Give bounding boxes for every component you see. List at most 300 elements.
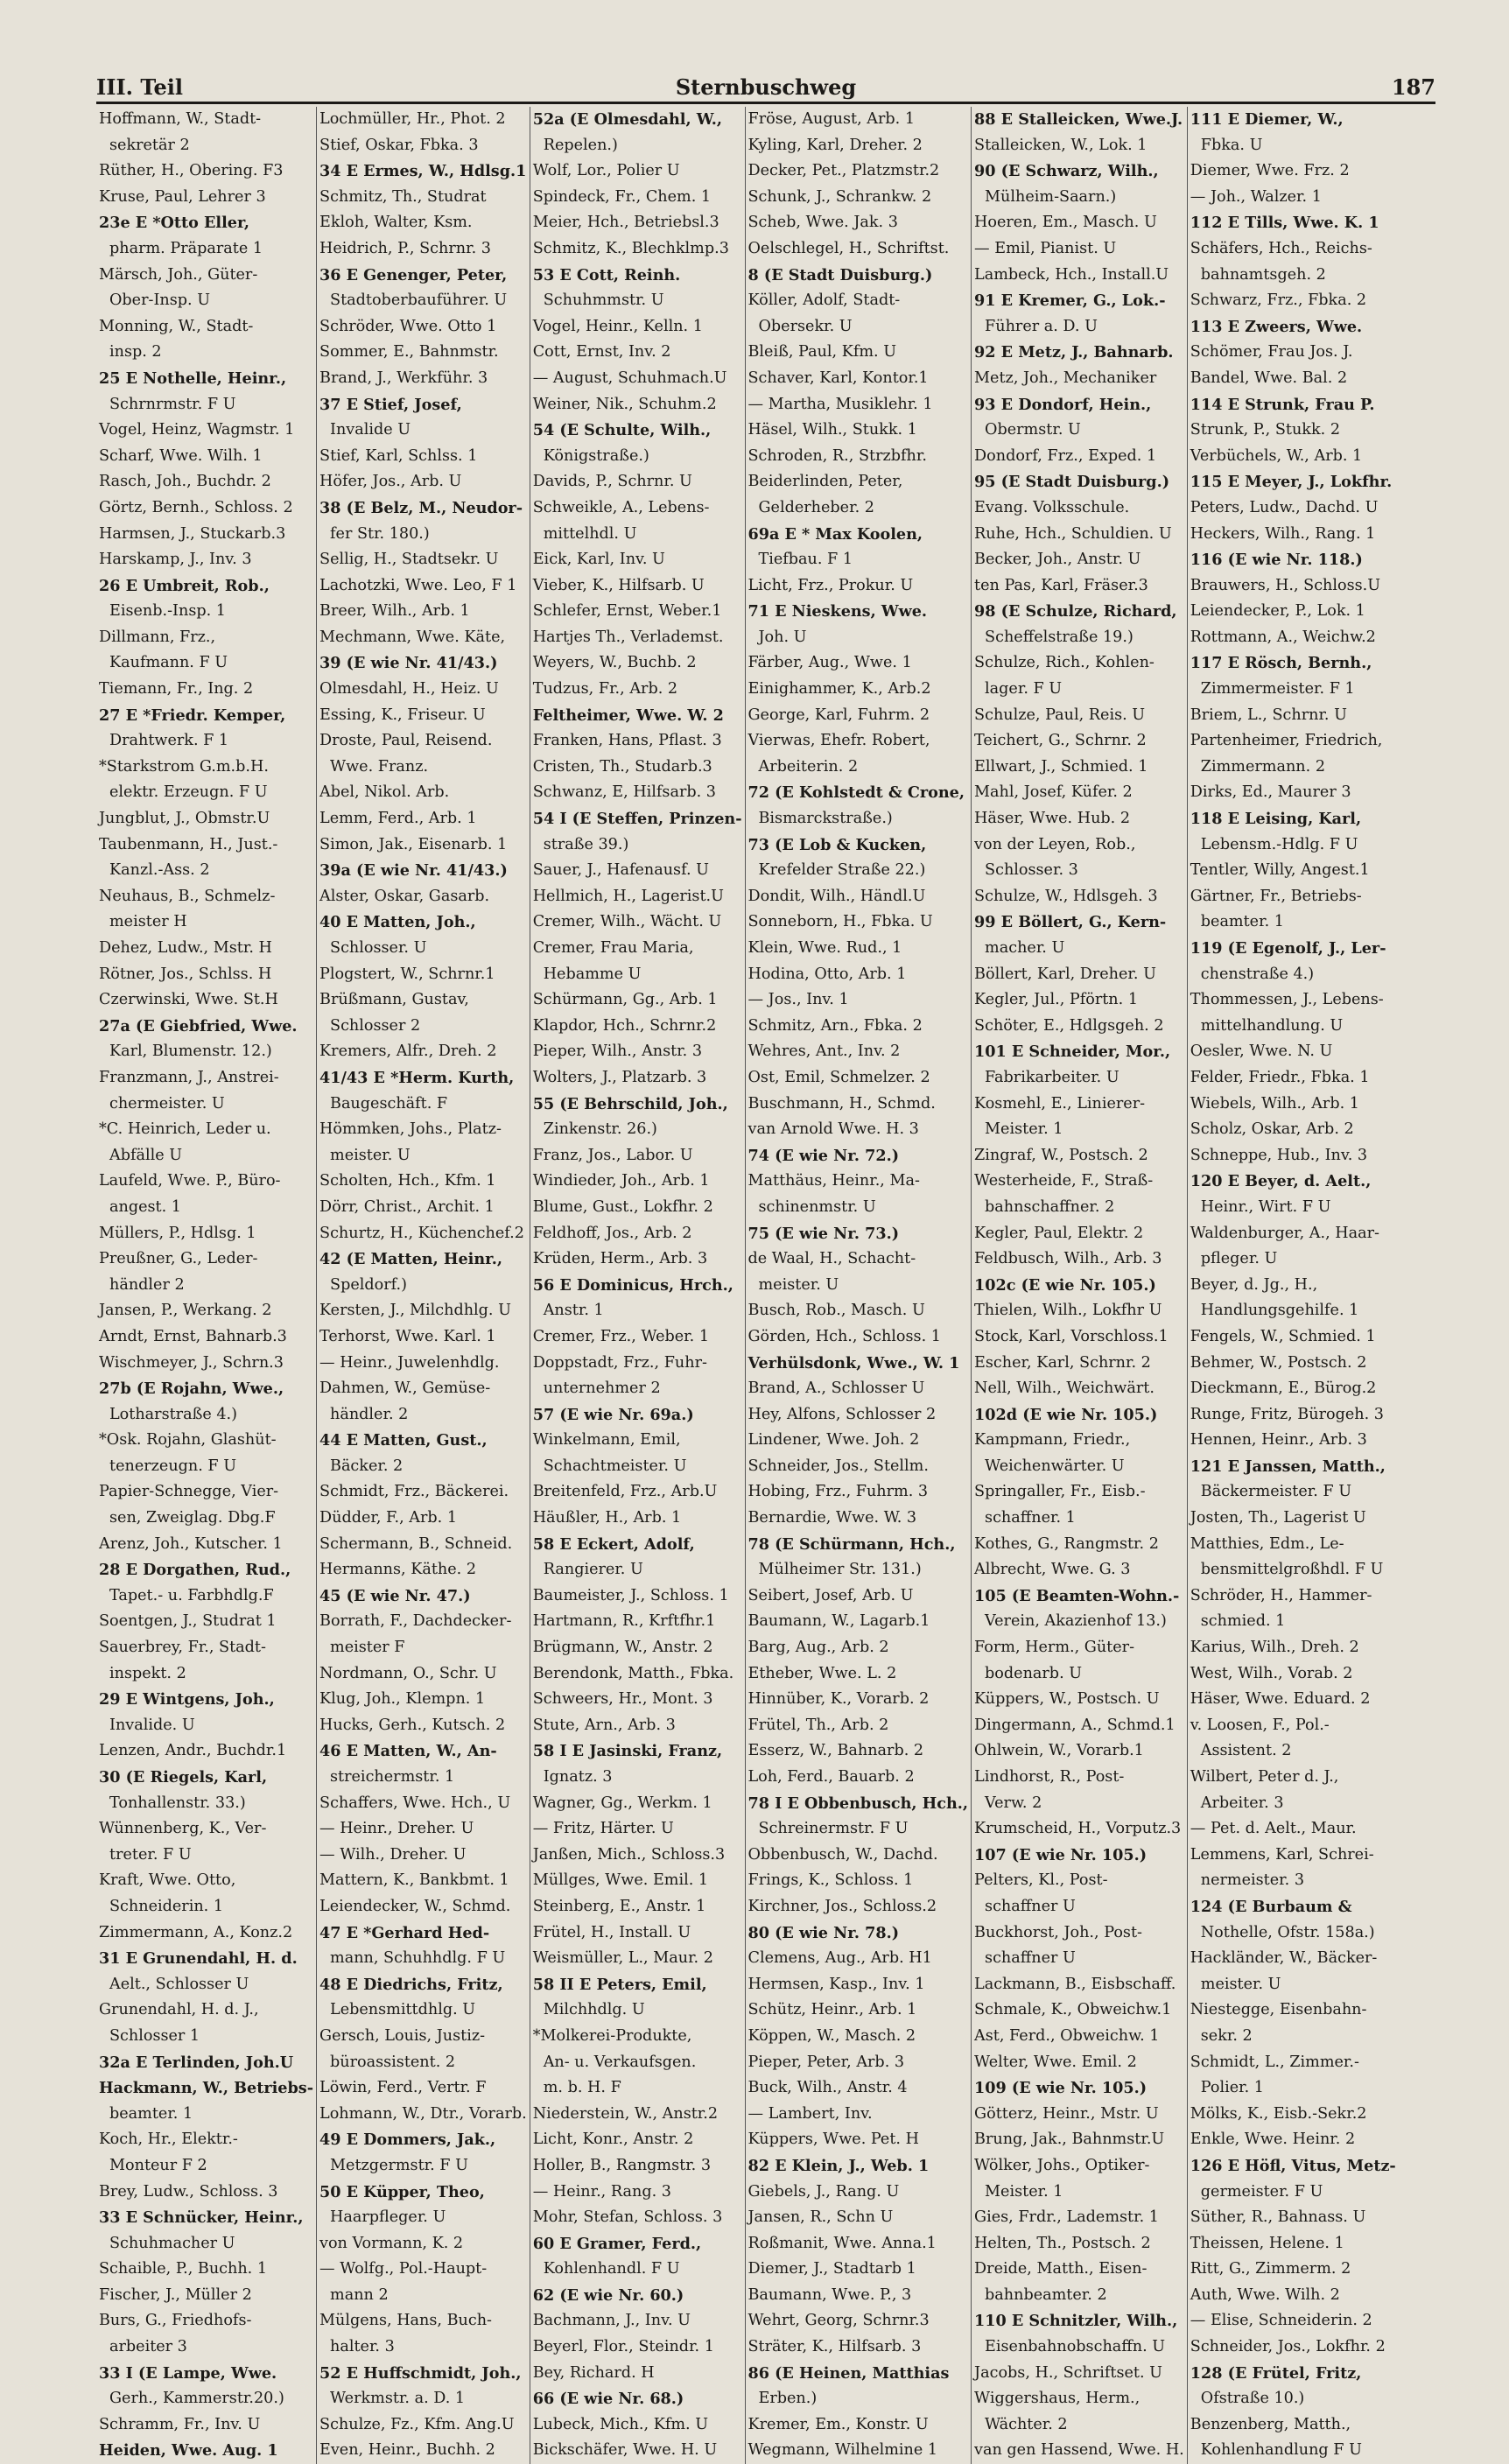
resident-entry: nermeister. 3 — [1200, 1871, 1305, 1890]
house-number-entry: 26 E Umbreit, Rob., — [99, 576, 270, 595]
resident-entry: Dondit, Wilh., Händl.U — [747, 887, 926, 905]
resident-entry: Brand, J., Werkführ. 3 — [319, 369, 488, 387]
resident-entry: Schermann, B., Schneid. — [319, 1534, 513, 1553]
resident-entry: Ruhe, Hch., Schuldien. U — [974, 524, 1172, 543]
resident-entry: Spindeck, Fr., Chem. 1 — [532, 187, 712, 206]
house-number-entry: 66 (E wie Nr. 68.) — [532, 2390, 684, 2409]
resident-entry: Gies, Frdr., Lademstr. 1 — [974, 2208, 1159, 2227]
resident-entry: Stute, Arn., Arb. 3 — [532, 1716, 676, 1734]
resident-entry: Lebensmittdhlg. U — [330, 2001, 476, 2019]
resident-entry: Polier. 1 — [1200, 2079, 1265, 2097]
resident-entry: — Martha, Musiklehr. 1 — [747, 395, 933, 413]
resident-entry: Frütel, H., Install. U — [532, 1923, 691, 1941]
house-number-entry: 91 E Kremer, G., Lok.- — [974, 291, 1166, 311]
street-name-title: Sternbuschweg — [675, 74, 857, 100]
resident-entry: Schmidt, L., Zimmer.- — [1190, 2053, 1359, 2071]
resident-entry: Dörr, Christ., Archit. 1 — [319, 1197, 495, 1216]
house-number-entry: 109 (E wie Nr. 105.) — [974, 2079, 1148, 2098]
resident-entry: Kohlenhandl. F U — [543, 2260, 680, 2278]
resident-entry: Kirchner, Jos., Schloss.2 — [747, 1897, 937, 1915]
resident-entry: Mölks, K., Eisb.-Sekr.2 — [1190, 2104, 1367, 2123]
resident-entry: Thommessen, J., Lebens- — [1190, 991, 1384, 1009]
resident-entry: Esserz, W., Bahnarb. 2 — [747, 1742, 924, 1760]
resident-entry: Alster, Oskar, Gasarb. — [319, 887, 490, 905]
resident-entry: Müllges, Wwe. Emil. 1 — [532, 1871, 709, 1890]
resident-entry: Fbka. U — [1200, 136, 1263, 154]
resident-entry: Obermstr. U — [985, 421, 1081, 439]
house-number-entry: 41/43 E *Herm. Kurth, — [319, 1068, 515, 1087]
resident-entry: Borrath, F., Dachdecker- — [319, 1612, 512, 1631]
resident-entry: germeister. F U — [1200, 2182, 1323, 2201]
house-number-entry: 113 E Zweers, Wwe. — [1190, 317, 1363, 336]
resident-entry: Metzgermstr. F U — [330, 2156, 468, 2174]
resident-entry: Schaible, P., Buchh. 1 — [99, 2260, 268, 2278]
resident-entry: Essing, K., Friseur. U — [319, 706, 486, 724]
resident-entry: Licht, Frz., Prokur. U — [747, 576, 914, 594]
house-number-entry: 52a (E Olmesdahl, W., — [532, 110, 723, 129]
resident-entry: Schlosser. 3 — [985, 861, 1078, 880]
directory-column — [96, 107, 317, 2464]
house-number-entry: 69a E * Max Koolen, — [747, 524, 923, 544]
resident-entry: Doppstadt, Frz., Fuhr- — [532, 1353, 707, 1372]
resident-entry: Lotharstraße 4.) — [109, 1405, 237, 1423]
directory-column — [746, 107, 972, 2464]
resident-entry: Küppers, Wwe. Pet. H — [747, 2131, 919, 2149]
house-number-entry: 114 E Strunk, Frau P. — [1190, 395, 1375, 414]
resident-entry: Arndt, Ernst, Bahnarb.3 — [99, 1327, 287, 1345]
house-number-entry: 27b (E Rojahn, Wwe., — [99, 1379, 284, 1399]
resident-entry: Steinberg, E., Anstr. 1 — [532, 1897, 706, 1915]
resident-entry: beamter. 1 — [1200, 913, 1284, 931]
house-number-entry: 72 (E Kohlstedt & Crone, — [747, 783, 965, 803]
resident-entry: Seibert, Josef, Arb. U — [747, 1586, 914, 1604]
resident-entry: Häser, Wwe. Hub. 2 — [974, 810, 1131, 828]
resident-entry: Windieder, Joh., Arb. 1 — [532, 1172, 710, 1190]
resident-entry: Einighammer, K., Arb.2 — [747, 680, 931, 698]
resident-entry: mann, Schuhhdlg. F U — [330, 1949, 506, 1968]
resident-entry: Busch, Rob., Masch. U — [747, 1302, 925, 1320]
house-number-entry: 30 (E Riegels, Karl, — [99, 1768, 268, 1787]
resident-entry: treter. F U — [109, 1845, 192, 1864]
resident-entry: Mahl, Josef, Küfer. 2 — [974, 783, 1133, 802]
resident-entry: Krüden, Herm., Arb. 3 — [532, 1250, 708, 1268]
resident-entry: Auth, Wwe. Wilh. 2 — [1190, 2285, 1340, 2304]
resident-entry: Diemer, Wwe. Frz. 2 — [1190, 162, 1350, 180]
resident-entry: Lohmann, W., Dtr., Vorarb. — [319, 2104, 527, 2123]
house-number-entry: 28 E Dorgathen, Rud., — [99, 1561, 291, 1580]
resident-entry: Etheber, Wwe. L. 2 — [747, 1664, 897, 1682]
resident-entry: Jansen, R., Schn U — [747, 2208, 894, 2227]
resident-entry: Sauer, J., Hafenausf. U — [532, 861, 709, 880]
resident-entry: Niestegge, Eisenbahn- — [1190, 2001, 1367, 2019]
resident-entry: Lubeck, Mich., Kfm. U — [532, 2415, 709, 2433]
resident-entry: Haarpfleger. U — [330, 2208, 446, 2227]
resident-entry: van Arnold Wwe. H. 3 — [747, 1120, 919, 1139]
resident-entry: Bandel, Wwe. Bal. 2 — [1190, 369, 1348, 387]
resident-entry: Abel, Nikol. Arb. — [319, 783, 450, 802]
house-number-entry: 111 E Diemer, W., — [1190, 110, 1344, 129]
resident-entry: Ekloh, Walter, Ksm. — [319, 214, 473, 232]
house-number-entry: 90 (E Schwarz, Wilh., — [974, 162, 1159, 181]
resident-entry: Welter, Wwe. Emil. 2 — [974, 2053, 1137, 2071]
resident-entry: Baugeschäft. F — [330, 1094, 448, 1113]
directory-columns — [96, 107, 1437, 2460]
resident-entry: von Vormann, K. 2 — [319, 2234, 464, 2252]
house-number-entry: 75 (E wie Nr. 73.) — [747, 1224, 900, 1243]
resident-entry: Niederstein, W., Anstr.2 — [532, 2104, 719, 2123]
resident-entry: Runge, Fritz, Bürogeh. 3 — [1190, 1405, 1384, 1423]
resident-entry: Hoeren, Em., Masch. U — [974, 214, 1157, 232]
resident-entry: Harmsen, J., Stuckarb.3 — [99, 524, 286, 543]
resident-entry: Wwe. Franz. — [330, 757, 429, 776]
resident-entry: Brung, Jak., Bahnmstr.U — [974, 2131, 1165, 2149]
resident-entry: Helten, Th., Postsch. 2 — [974, 2234, 1151, 2252]
house-number-entry: 8 (E Stadt Duisburg.) — [747, 265, 933, 284]
resident-entry: Lenzen, Andr., Buchdr.1 — [99, 1742, 287, 1760]
resident-entry: Görtz, Bernh., Schloss. 2 — [99, 498, 293, 516]
resident-entry: *Osk. Rojahn, Glashüt- — [99, 1431, 277, 1450]
resident-entry: Müllers, P., Hdlsg. 1 — [99, 1224, 256, 1242]
resident-entry: Scholz, Oskar, Arb. 2 — [1190, 1120, 1354, 1139]
resident-entry: meister F — [330, 1639, 405, 1657]
resident-entry: Dirks, Ed., Maurer 3 — [1190, 783, 1351, 802]
resident-entry: insp. 2 — [109, 343, 162, 362]
resident-entry: Wehrt, Georg, Schrnr.3 — [747, 2312, 930, 2330]
resident-entry: Häser, Wwe. Eduard. 2 — [1190, 1690, 1371, 1709]
resident-entry: Pelters, Kl., Post- — [974, 1871, 1108, 1890]
resident-entry: Tiefbau. F 1 — [758, 551, 853, 569]
resident-entry: Mülgens, Hans, Buch- — [319, 2312, 492, 2330]
house-number-entry: 58 E Eckert, Adolf, — [532, 1534, 695, 1554]
resident-entry: Hebamme U — [543, 965, 642, 983]
house-number-entry: 74 (E wie Nr. 72.) — [747, 1146, 900, 1165]
resident-entry: *Molkerei-Produkte, — [532, 2026, 692, 2045]
resident-entry: Küppers, W., Postsch. U — [974, 1690, 1160, 1709]
house-number-entry: 58 I E Jasinski, Franz, — [532, 1742, 723, 1761]
resident-entry: Diemer, J., Stadtarb 1 — [747, 2260, 916, 2278]
resident-entry: Gerh., Kammerstr.20.) — [109, 2390, 284, 2408]
house-number-entry: 128 (E Frütel, Fritz, — [1190, 2363, 1362, 2383]
resident-entry: Eick, Karl, Inv. U — [532, 551, 665, 569]
resident-entry: Partenheimer, Friedrich, — [1190, 732, 1383, 750]
resident-entry: bensmittelgroßhdl. F U — [1200, 1561, 1384, 1579]
resident-entry: Hermsen, Kasp., Inv. 1 — [747, 1975, 925, 1993]
resident-entry: Holler, B., Rangmstr. 3 — [532, 2156, 712, 2174]
resident-entry: Kremer, Em., Konstr. U — [747, 2415, 929, 2433]
resident-entry: schaffner U — [985, 1949, 1076, 1968]
house-number-entry: 92 E Metz, J., Bahnarb. — [974, 343, 1174, 362]
resident-entry: Harskamp, J., Inv. 3 — [99, 551, 252, 569]
house-number-entry: 39 (E wie Nr. 41/43.) — [319, 654, 498, 673]
resident-entry: Lindhorst, R., Post- — [974, 1768, 1125, 1786]
resident-entry: Oesler, Wwe. N. U — [1190, 1042, 1333, 1061]
resident-entry: Dillmann, Frz., — [99, 628, 216, 646]
resident-entry: Lindener, Wwe. Joh. 2 — [747, 1431, 920, 1450]
house-number-entry: 93 E Dondorf, Hein., — [974, 395, 1152, 414]
house-number-entry: 78 I E Obbenbusch, Hch., — [747, 1794, 969, 1813]
resident-entry: Barg, Aug., Arb. 2 — [747, 1639, 889, 1657]
resident-entry: chermeister. U — [109, 1094, 225, 1113]
resident-entry: Kyling, Karl, Dreher. 2 — [747, 136, 923, 154]
house-number-entry: 53 E Cott, Reinh. — [532, 265, 681, 284]
resident-entry: Milchhdlg. U — [543, 2001, 645, 2019]
house-number-entry: 118 E Leising, Karl, — [1190, 810, 1362, 829]
resident-entry: bahnamtsgeh. 2 — [1200, 265, 1326, 284]
resident-entry: Peters, Ludw., Dachd. U — [1190, 498, 1379, 516]
resident-entry: Lambeck, Hch., Install.U — [974, 265, 1169, 284]
resident-entry: Enkle, Wwe. Heinr. 2 — [1190, 2131, 1356, 2149]
resident-entry: Löwin, Ferd., Vertr. F — [319, 2079, 487, 2097]
resident-entry: Vogel, Heinr., Kelln. 1 — [532, 317, 703, 335]
resident-entry: Franken, Hans, Pflast. 3 — [532, 732, 722, 750]
resident-entry: Schwanz, E, Hilfsarb. 3 — [532, 783, 716, 802]
house-number-entry: 80 (E wie Nr. 78.) — [747, 1923, 900, 1942]
resident-entry: Schachtmeister. U — [543, 1457, 687, 1475]
house-number-entry: 23e E *Otto Eller, — [99, 214, 250, 233]
resident-entry: Wolf, Lor., Polier U — [532, 162, 680, 180]
resident-entry: Wischmeyer, J., Schrn.3 — [99, 1353, 284, 1372]
resident-entry: Brügmann, W., Anstr. 2 — [532, 1639, 713, 1657]
resident-entry: Davids, P., Schrnr. U — [532, 473, 692, 491]
resident-entry: Schaver, Karl, Kontor.1 — [747, 369, 929, 387]
house-number-entry: 27 E *Friedr. Kemper, — [99, 706, 286, 725]
resident-entry: Stock, Karl, Vorschloss.1 — [974, 1327, 1169, 1345]
resident-entry: — Fritz, Härter. U — [532, 1820, 674, 1838]
resident-entry: bahnbeamter. 2 — [985, 2285, 1107, 2304]
resident-entry: Obersekr. U — [758, 317, 853, 335]
resident-entry: Droste, Paul, Reisend. — [319, 732, 493, 750]
resident-entry: Sommer, E., Bahnmstr. — [319, 343, 499, 362]
resident-entry: Speldorf.) — [330, 1275, 407, 1294]
resident-entry: fer Str. 180.) — [330, 524, 430, 543]
resident-entry: Scheb, Wwe. Jak. 3 — [747, 214, 898, 232]
house-number-entry: 34 E Ermes, W., Hdlsg.1 — [319, 162, 527, 181]
resident-entry: Schmitz, K., Blechklmp.3 — [532, 239, 729, 257]
resident-entry: Metz, Joh., Mechaniker — [974, 369, 1157, 387]
resident-entry: inspekt. 2 — [109, 1664, 186, 1682]
resident-entry: Dahmen, W., Gemüse- — [319, 1379, 491, 1398]
resident-entry: — Joh., Walzer. 1 — [1190, 187, 1322, 206]
resident-entry: Matthäus, Heinr., Ma- — [747, 1172, 920, 1190]
house-number-entry: 102c (E wie Nr. 105.) — [974, 1275, 1156, 1295]
resident-entry: mittelhandlung. U — [1200, 1016, 1344, 1035]
house-number-entry: 60 E Gramer, Ferd., — [532, 2234, 702, 2253]
resident-entry: Baumeister, J., Schloss. 1 — [532, 1586, 729, 1604]
resident-entry: — Wilh., Dreher. U — [319, 1845, 467, 1864]
resident-entry: chenstraße 4.) — [1200, 965, 1315, 983]
resident-entry: Verw. 2 — [985, 1794, 1042, 1812]
resident-entry: Klein, Wwe. Rud., 1 — [747, 939, 902, 957]
house-number-entry: 38 (E Belz, M., Neudor- — [319, 498, 523, 517]
resident-entry: Düdder, F., Arb. 1 — [319, 1509, 458, 1527]
resident-entry: Schneider, Jos., Lokfhr. 2 — [1190, 2338, 1386, 2356]
resident-entry: Mülheimer Str. 131.) — [758, 1561, 922, 1579]
resident-entry: Hackländer, W., Bäcker- — [1190, 1949, 1378, 1968]
house-number-entry: 27a (E Giebfried, Wwe. — [99, 1016, 298, 1035]
resident-entry: Wagner, Gg., Werkm. 1 — [532, 1794, 712, 1812]
resident-entry: Klapdor, Hch., Schrnr.2 — [532, 1016, 717, 1035]
resident-entry: Cristen, Th., Studarb.3 — [532, 757, 712, 776]
resident-entry: Beyerl, Flor., Steindr. 1 — [532, 2338, 714, 2356]
resident-entry: sen, Zweiglag. Dbg.F — [109, 1509, 276, 1527]
resident-entry: Höfer, Jos., Arb. U — [319, 473, 462, 491]
house-number-entry: 45 (E wie Nr. 47.) — [319, 1586, 471, 1605]
resident-entry: Form, Herm., Güter- — [974, 1639, 1135, 1657]
resident-entry: Even, Heinr., Buchh. 2 — [319, 2441, 495, 2460]
resident-entry: Schlosser. U — [330, 939, 427, 957]
resident-entry: Cott, Ernst, Inv. 2 — [532, 343, 671, 362]
resident-entry: Schröder, H., Hammer- — [1190, 1586, 1372, 1604]
resident-entry: Hoffmann, W., Stadt- — [99, 110, 262, 128]
resident-entry: Schuhmmstr. U — [543, 291, 664, 310]
house-number-entry: Verhülsdonk, Wwe., W. 1 — [747, 1353, 960, 1372]
resident-entry: Schlosser 2 — [330, 1016, 421, 1035]
resident-entry: Schürmann, Gg., Arb. 1 — [532, 991, 718, 1009]
resident-entry: Schömer, Frau Jos. J. — [1190, 343, 1353, 362]
resident-entry: Görden, Hch., Schloss. 1 — [747, 1327, 941, 1345]
house-number-entry: 120 E Beyer, d. Aelt., — [1190, 1172, 1372, 1191]
resident-entry: Schulze, W., Hdlsgeh. 3 — [974, 887, 1158, 905]
resident-entry: Lachotzki, Wwe. Leo, F 1 — [319, 576, 517, 594]
house-number-entry: 73 (E Lob & Kucken, — [747, 835, 927, 854]
resident-entry: Färber, Aug., Wwe. 1 — [747, 654, 912, 672]
resident-entry: Heckers, Wilh., Rang. 1 — [1190, 524, 1376, 543]
resident-entry: Kampmann, Friedr., — [974, 1431, 1131, 1450]
resident-entry: Mechmann, Wwe. Käte, — [319, 628, 506, 646]
resident-entry: Heinr., Wirt. F U — [1200, 1197, 1331, 1216]
resident-entry: Fengels, W., Schmied. 1 — [1190, 1327, 1376, 1345]
resident-entry: Tapet.- u. Farbhdlg.F — [109, 1586, 274, 1604]
resident-entry: Lemm, Ferd., Arb. 1 — [319, 810, 477, 828]
resident-entry: Jungblut, J., Obmstr.U — [99, 810, 270, 828]
resident-entry: Schöter, E., Hdlgsgeh. 2 — [974, 1016, 1164, 1035]
resident-entry: Invalide U — [330, 421, 411, 439]
resident-entry: van gen Hassend, Wwe. H. — [974, 2441, 1184, 2460]
resident-entry: Buck, Wilh., Anstr. 4 — [747, 2079, 908, 2097]
resident-entry: Roßmanit, Wwe. Anna.1 — [747, 2234, 937, 2252]
resident-entry: Teichert, G., Schrnr. 2 — [974, 732, 1147, 750]
resident-entry: Ritt, G., Zimmerm. 2 — [1190, 2260, 1351, 2278]
house-number-entry: 57 (E wie Nr. 69a.) — [532, 1405, 694, 1424]
resident-entry: Weichenwärter. U — [985, 1457, 1125, 1475]
resident-entry: Invalide. U — [109, 1716, 195, 1734]
resident-entry: Rüther, H., Obering. F3 — [99, 162, 284, 180]
resident-entry: Schulze, Fz., Kfm. Ang.U — [319, 2415, 515, 2433]
resident-entry: meister H — [109, 913, 187, 931]
resident-entry: Gersch, Louis, Justiz- — [319, 2026, 486, 2045]
house-number-entry: 121 E Janssen, Matth., — [1190, 1457, 1386, 1476]
house-number-entry: 55 (E Behrschild, Joh., — [532, 1094, 728, 1113]
resident-entry: Licht, Konr., Anstr. 2 — [532, 2131, 694, 2149]
resident-entry: Dieckmann, E., Bürog.2 — [1190, 1379, 1377, 1398]
resident-entry: mann 2 — [330, 2285, 389, 2304]
resident-entry: Krefelder Straße 22.) — [758, 861, 926, 880]
resident-entry: — Jos., Inv. 1 — [747, 991, 849, 1009]
resident-entry: Fabrikarbeiter. U — [985, 1068, 1119, 1086]
resident-entry: Königstraße.) — [543, 446, 649, 465]
resident-entry: Ost, Emil, Schmelzer. 2 — [747, 1068, 930, 1086]
resident-entry: Repelen.) — [543, 136, 618, 154]
resident-entry: Joh. U — [758, 628, 807, 646]
resident-entry: Schröder, Wwe. Otto 1 — [319, 317, 497, 335]
house-number-entry: 119 (E Egenolf, J., Ler- — [1190, 939, 1386, 958]
resident-entry: Escher, Karl, Schrnr. 2 — [974, 1353, 1151, 1372]
resident-entry: — Wolfg., Pol.-Haupt- — [319, 2260, 488, 2278]
resident-entry: Ofstraße 10.) — [1200, 2390, 1305, 2408]
resident-entry: de Waal, H., Schacht- — [747, 1250, 916, 1268]
house-number-entry: 39a (E wie Nr. 41/43.) — [319, 861, 508, 881]
resident-entry: Eisenbahnobschaffn. U — [985, 2338, 1166, 2356]
resident-entry: Cremer, Frz., Weber. 1 — [532, 1327, 710, 1345]
resident-entry: Vierwas, Ehefr. Robert, — [747, 732, 930, 750]
house-number-entry: 37 E Stief, Josef, — [319, 395, 462, 414]
resident-entry: Wünnenberg, K., Ver- — [99, 1820, 267, 1838]
resident-entry: Franzmann, J., Anstrei- — [99, 1068, 279, 1086]
house-number-entry: 105 (E Beamten-Wohn.- — [974, 1586, 1180, 1605]
resident-entry: Beyer, d. Jg., H., — [1190, 1275, 1318, 1294]
resident-entry: George, Karl, Fuhrm. 2 — [747, 706, 930, 724]
resident-entry: Böllert, Karl, Dreher. U — [974, 965, 1156, 983]
resident-entry: Cremer, Frau Maria, — [532, 939, 694, 957]
resident-entry: Nordmann, O., Schr. U — [319, 1664, 497, 1682]
resident-entry: Wehres, Ant., Inv. 2 — [747, 1042, 901, 1061]
resident-entry: Josten, Th., Lagerist U — [1190, 1509, 1366, 1527]
resident-entry: Schmitz, Arn., Fbka. 2 — [747, 1016, 923, 1035]
resident-entry: Springaller, Fr., Eisb.- — [974, 1483, 1146, 1501]
resident-entry: Preußner, G., Leder- — [99, 1250, 258, 1268]
resident-entry: — Heinr., Juwelenhdlg. — [319, 1353, 500, 1372]
resident-entry: Taubenmann, H., Just.- — [99, 835, 278, 853]
house-number-entry: 50 E Küpper, Theo, — [319, 2182, 485, 2201]
house-number-entry: 52 E Huffschmidt, Joh., — [319, 2363, 522, 2383]
house-number-entry: 86 (E Heinen, Matthias — [747, 2363, 950, 2383]
resident-entry: Feldbusch, Wilh., Arb. 3 — [974, 1250, 1162, 1268]
resident-entry: angest. 1 — [109, 1197, 181, 1216]
house-number-entry: 117 E Rösch, Bernh., — [1190, 654, 1372, 673]
resident-entry: Scholten, Hch., Kfm. 1 — [319, 1172, 496, 1190]
resident-entry: Zimmermann. 2 — [1200, 757, 1326, 776]
resident-entry: Schunk, J., Schrankw. 2 — [747, 187, 932, 206]
resident-entry: Sauerbrey, Fr., Stadt- — [99, 1639, 266, 1657]
resident-entry: beamter. 1 — [109, 2104, 193, 2123]
resident-entry: Meister. 1 — [985, 1120, 1063, 1139]
resident-entry: Soentgen, J., Studrat 1 — [99, 1612, 277, 1631]
resident-entry: Burs, G., Friedhofs- — [99, 2312, 252, 2330]
resident-entry: Terhorst, Wwe. Karl. 1 — [319, 1327, 496, 1345]
resident-entry: Schurtz, H., Küchenchef.2 — [319, 1224, 524, 1242]
house-number-entry: 46 E Matten, W., An- — [319, 1742, 497, 1761]
house-number-entry: 58 II E Peters, Emil, — [532, 1975, 707, 1994]
resident-entry: Brand, A., Schlosser U — [747, 1379, 925, 1398]
resident-entry: m. b. H. F — [543, 2079, 621, 2097]
house-number-entry: Feltheimer, Wwe. W. 2 — [532, 706, 724, 725]
resident-entry: *C. Heinrich, Leder u. — [99, 1120, 271, 1139]
resident-entry: Tonhallenstr. 33.) — [109, 1794, 246, 1812]
resident-entry: Rasch, Joh., Buchdr. 2 — [99, 473, 271, 491]
resident-entry: Schneider, Jos., Stellm. — [747, 1457, 929, 1475]
resident-entry: Kruse, Paul, Lehrer 3 — [99, 187, 266, 206]
resident-entry: Oelschlegel, H., Schriftst. — [747, 239, 950, 257]
resident-entry: Arenz, Joh., Kutscher. 1 — [99, 1534, 283, 1553]
resident-entry: Nothelle, Ofstr. 158a.) — [1200, 1923, 1375, 1941]
house-number-entry: 98 (E Schulze, Richard, — [974, 602, 1177, 621]
resident-entry: Führer a. D. U — [985, 317, 1098, 335]
resident-entry: Jacobs, H., Schriftset. U — [974, 2363, 1163, 2382]
resident-entry: Hartjes Th., Verlademst. — [532, 628, 724, 646]
resident-entry: elektr. Erzeugn. F U — [109, 783, 268, 802]
resident-entry: Drahtwerk. F 1 — [109, 732, 229, 750]
resident-entry: Neuhaus, B., Schmelz- — [99, 887, 276, 905]
